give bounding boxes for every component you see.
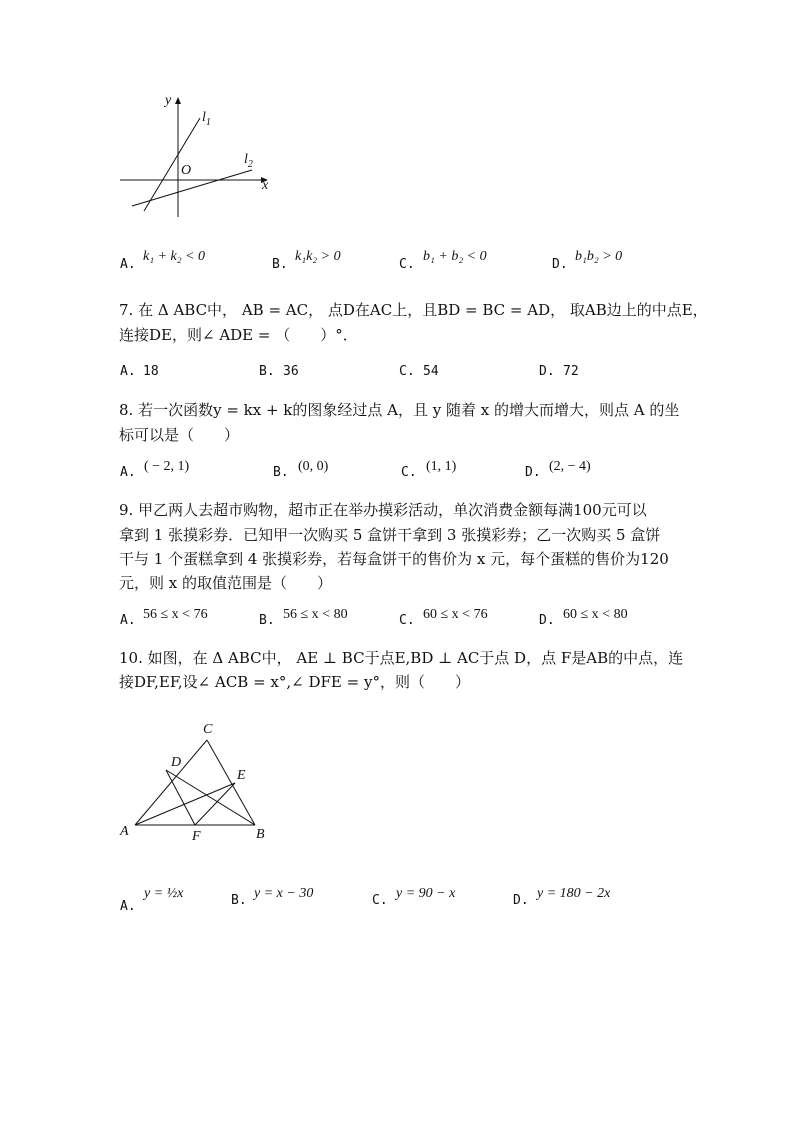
q7-text-line2: 连接DE，则∠ ADE = （ ）°． bbox=[119, 326, 358, 344]
q9-option-d-letter[interactable]: D. bbox=[539, 613, 555, 628]
q8-option-c[interactable]: (1, 1) bbox=[426, 459, 457, 474]
line-l1-label: $l_1$ bbox=[202, 110, 211, 128]
q6-option-a-letter[interactable]: A. bbox=[120, 257, 136, 272]
line-l2-label: $l_2$ bbox=[244, 152, 253, 170]
q9-text-line2: 拿到 1 张摸彩券．已知甲一次购买 5 盒饼干拿到 3 张摸彩券；乙一次购买 5 盒饼 bbox=[119, 526, 661, 544]
origin-label: O bbox=[181, 163, 192, 178]
q10-option-c[interactable]: y = 90 − x bbox=[396, 886, 456, 901]
q10-option-a-letter[interactable]: A. bbox=[120, 899, 136, 914]
q9-text-line3: 干与 1 个蛋糕拿到 4 张摸彩券，若每盒饼干的售价为 x 元，每个蛋糕的售价为120 bbox=[119, 550, 669, 568]
q8-option-d-letter[interactable]: D. bbox=[525, 465, 541, 480]
q8-text-line2: 标可以是（ ） bbox=[119, 426, 240, 444]
q8-option-b[interactable]: (0, 0) bbox=[298, 459, 329, 474]
q8-option-d[interactable]: (2, − 4) bbox=[549, 459, 591, 474]
point-f-label: F bbox=[192, 829, 201, 844]
q10-text-line1: 10. 如图，在 Δ ABC中， AE ⊥ BC于点E,BD ⊥ AC于点 D，点 F是AB的中点，连 bbox=[119, 649, 684, 667]
q9-option-b[interactable]: 56 ≤ x < 80 bbox=[283, 607, 348, 622]
segment-ae bbox=[135, 783, 235, 825]
q6-option-a[interactable]: k₁ + k₂ < 0 bbox=[143, 249, 206, 264]
point-d-label: D bbox=[171, 755, 182, 770]
x-axis-label: x bbox=[262, 178, 269, 193]
q10-text-line2: 接DF,EF,设∠ ACB = x°,∠ DFE = y°，则（ ） bbox=[119, 673, 470, 691]
segment-df bbox=[166, 770, 195, 825]
q6-option-c[interactable]: b₁ + b₂ < 0 bbox=[423, 249, 487, 264]
q9-option-c[interactable]: 60 ≤ x < 76 bbox=[423, 607, 488, 622]
q7-option-b[interactable]: 36 bbox=[283, 364, 299, 379]
q8-option-b-letter[interactable]: B. bbox=[273, 465, 289, 480]
q7-option-d-letter[interactable]: D. bbox=[539, 364, 555, 379]
q7-option-a[interactable]: 18 bbox=[143, 364, 159, 379]
q10-option-b[interactable]: y = x − 30 bbox=[254, 886, 314, 901]
y-axis-label: y bbox=[165, 93, 172, 108]
q9-option-c-letter[interactable]: C. bbox=[399, 613, 415, 628]
q10-option-c-letter[interactable]: C. bbox=[372, 893, 388, 908]
q10-option-d[interactable]: y = 180 − 2x bbox=[537, 886, 611, 901]
q9-text-line1: 9. 甲乙两人去超市购物，超市正在举办摸彩活动，单次消费金额每满100元可以 bbox=[119, 501, 647, 519]
q7-text-line1: 7. 在 Δ ABC中， AB = AC， 点D在AC上，且BD = BC = AD， 取AB边上的中点E， bbox=[119, 301, 708, 319]
q8-option-a[interactable]: ( − 2, 1) bbox=[144, 459, 190, 474]
q7-option-c[interactable]: 54 bbox=[423, 364, 439, 379]
q8-text-line1: 8. 若一次函数y = kx + k的图象经过点 A，且 y 随着 x 的增大而增大，则点 A 的坐 bbox=[119, 401, 680, 419]
q6-option-c-letter[interactable]: C. bbox=[399, 257, 415, 272]
q9-option-b-letter[interactable]: B. bbox=[259, 613, 275, 628]
q6-option-b-letter[interactable]: B. bbox=[272, 257, 288, 272]
q9-option-a[interactable]: 56 ≤ x < 76 bbox=[143, 607, 208, 622]
q9-text-line4: 元，则 x 的取值范围是（ ） bbox=[119, 574, 332, 592]
q10-option-d-letter[interactable]: D. bbox=[513, 893, 529, 908]
q10-option-b-letter[interactable]: B. bbox=[231, 893, 247, 908]
point-a-label: A bbox=[120, 824, 129, 839]
point-b-label: B bbox=[256, 827, 265, 842]
side-bc bbox=[207, 740, 255, 825]
point-e-label: E bbox=[237, 768, 246, 783]
q7-option-a-letter[interactable]: A. bbox=[120, 364, 136, 379]
point-c-label: C bbox=[203, 722, 213, 737]
q10-option-a[interactable]: y = ½x bbox=[144, 886, 184, 901]
q7-option-c-letter[interactable]: C. bbox=[399, 364, 415, 379]
q6-option-b[interactable]: k₁k₂ > 0 bbox=[295, 249, 341, 264]
q6-option-d-letter[interactable]: D. bbox=[552, 257, 568, 272]
q9-option-d[interactable]: 60 ≤ x < 80 bbox=[563, 607, 628, 622]
q9-option-a-letter[interactable]: A. bbox=[120, 613, 136, 628]
q8-option-a-letter[interactable]: A. bbox=[120, 465, 136, 480]
q7-option-d[interactable]: 72 bbox=[563, 364, 579, 379]
q7-option-b-letter[interactable]: B. bbox=[259, 364, 275, 379]
q6-option-d[interactable]: b₁b₂ > 0 bbox=[575, 249, 623, 264]
q8-option-c-letter[interactable]: C. bbox=[401, 465, 417, 480]
segment-ef bbox=[195, 783, 235, 825]
side-ac bbox=[135, 740, 207, 825]
